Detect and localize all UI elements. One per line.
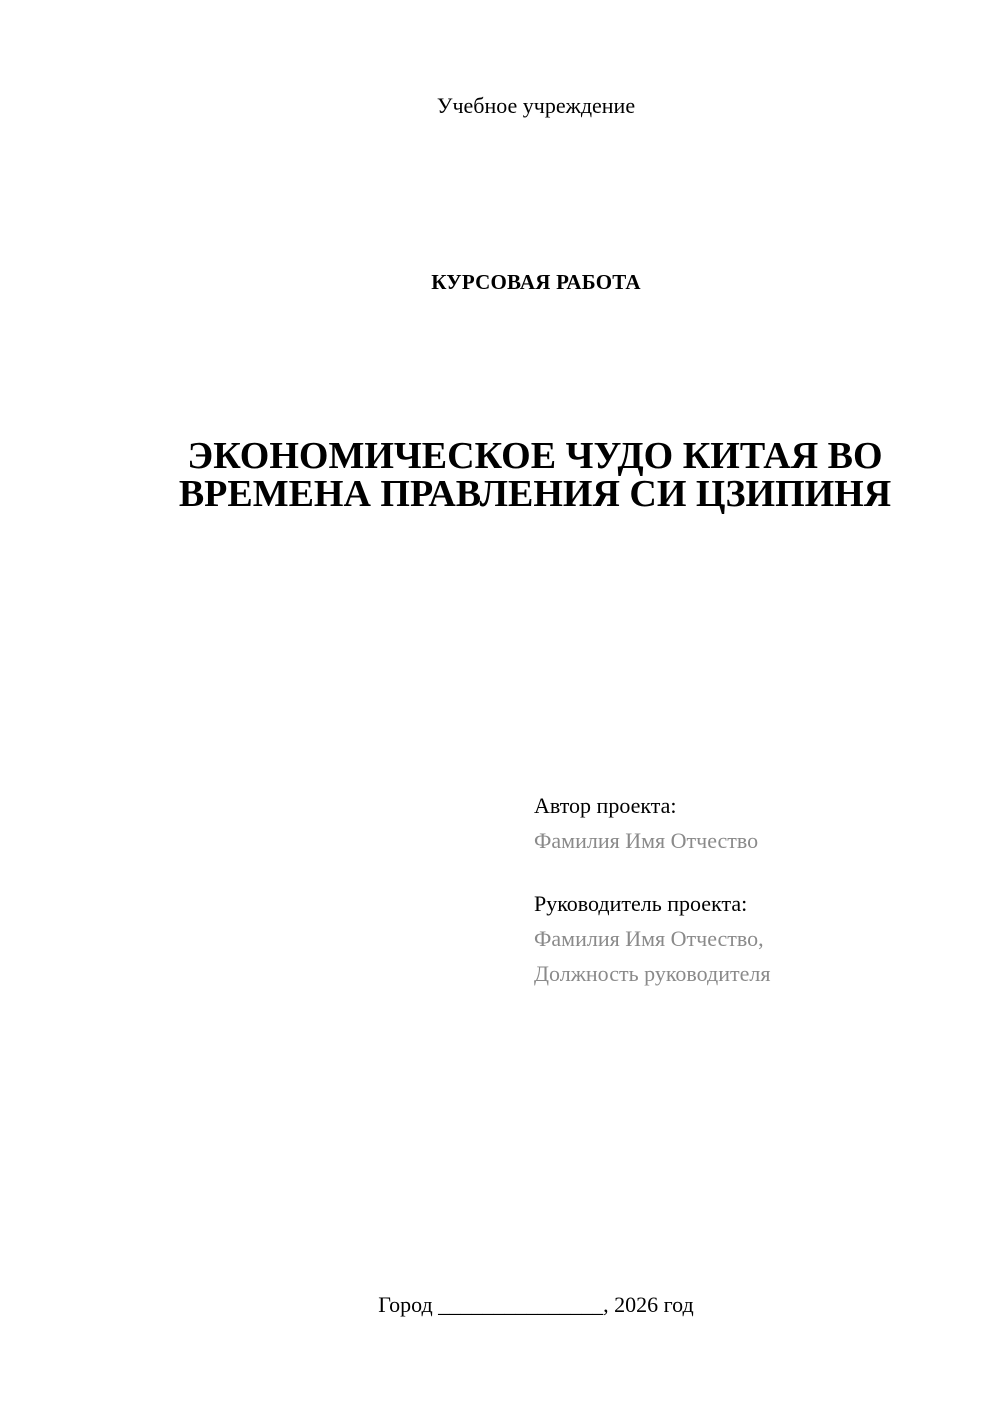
- document-title: [0, 437, 1000, 513]
- credits-spacer: [534, 858, 974, 886]
- city-year-line: Город _______________, 2026 год: [378, 1292, 694, 1317]
- supervisor-position: Должность руководителя: [534, 961, 771, 986]
- supervisor-name: Фамилия Имя Отчество,: [534, 926, 764, 951]
- supervisor-label: Руководитель проекта:: [534, 891, 748, 916]
- document-title-line: ВРЕМЕНА ПРАВЛЕНИЯ СИ ЦЗИПИНЯ: [178, 473, 892, 515]
- author-name: Фамилия Имя Отчество: [534, 828, 759, 853]
- document-type: КУРСОВАЯ РАБОТА: [431, 270, 641, 294]
- author-label: Автор проекта:: [534, 793, 677, 818]
- credits-block: [534, 788, 974, 991]
- document-title-line: ЭКОНОМИЧЕСКОЕ ЧУДО КИТАЯ ВО: [187, 435, 883, 477]
- institution-name: Учебное учреждение: [436, 93, 636, 118]
